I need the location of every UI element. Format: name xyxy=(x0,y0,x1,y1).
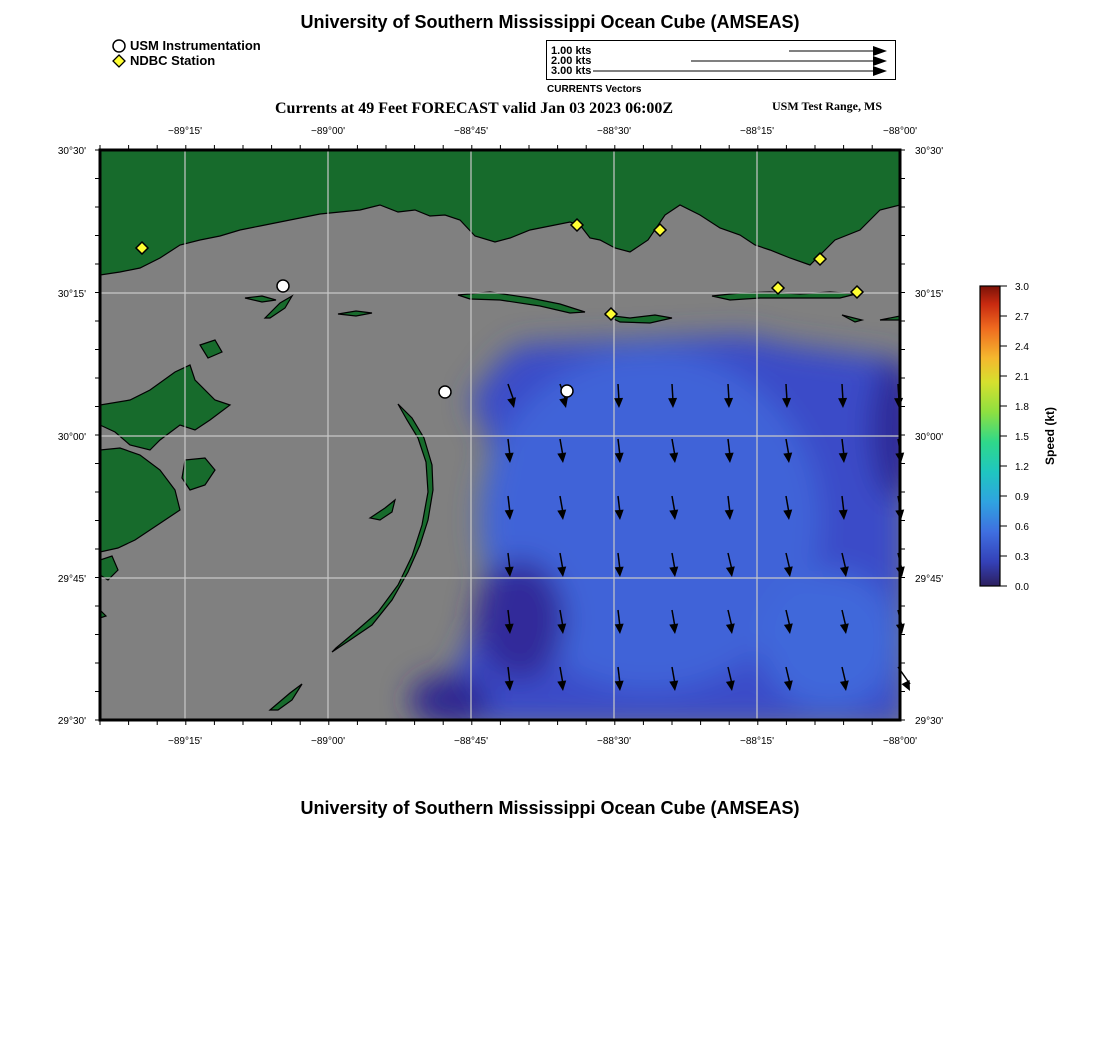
footer-title: University of Southern Mississippi Ocean Cube (AMSEAS) xyxy=(300,798,800,818)
lat-tick-right-3: 30°00' xyxy=(915,432,944,443)
cb-tick-6: 1.5 xyxy=(1015,432,1029,443)
lat-tick-right-1: 30°30' xyxy=(915,146,944,157)
scale-label-1: 1.00 kts xyxy=(551,45,592,57)
colorbar-label: Speed (kt) xyxy=(1043,406,1057,466)
lon-tick-top-6: −88°00' xyxy=(883,126,917,137)
cb-tick-10: 0.3 xyxy=(1015,552,1029,563)
lon-tick-bottom-6: −88°00' xyxy=(883,736,917,747)
lat-tick-right-2: 30°15' xyxy=(915,289,944,300)
usm-station-3[interactable] xyxy=(561,385,573,397)
cb-tick-1: 3.0 xyxy=(1015,282,1029,293)
colorbar-ticks xyxy=(1000,286,1007,586)
lon-tick-top-1: −89°15' xyxy=(168,126,202,137)
lat-tick-left-2: 30°15' xyxy=(57,289,86,300)
lat-tick-left-3: 30°00' xyxy=(57,432,86,443)
scale-label-3: 3.00 kts xyxy=(551,65,592,77)
cb-tick-7: 1.2 xyxy=(1015,462,1029,473)
current-vector-head xyxy=(902,680,910,691)
cb-tick-8: 0.9 xyxy=(1015,492,1029,503)
lat-tick-left-1: 30°30' xyxy=(57,146,86,157)
lon-tick-top-5: −88°15' xyxy=(740,126,774,137)
map-title: University of Southern Mississippi Ocean Cube (AMSEAS) xyxy=(300,12,800,32)
lon-tick-top-2: −89°00' xyxy=(311,126,345,137)
cb-tick-11: 0.0 xyxy=(1015,582,1029,593)
lat-tick-right-5: 29°30' xyxy=(915,716,944,727)
cb-tick-9: 0.6 xyxy=(1015,522,1029,533)
lon-tick-labels-top xyxy=(168,126,917,137)
cb-tick-4: 2.1 xyxy=(1015,372,1029,383)
speed-field xyxy=(410,335,920,725)
lon-tick-top-3: −88°45' xyxy=(454,126,488,137)
usm-station-1[interactable] xyxy=(277,280,289,292)
lon-tick-bottom-1: −89°15' xyxy=(168,736,202,747)
lat-tick-right-4: 29°45' xyxy=(915,574,944,585)
colorbar-gradient xyxy=(980,286,1000,586)
usm-station-2[interactable] xyxy=(439,386,451,398)
lat-tick-left-4: 29°45' xyxy=(57,574,86,585)
speed-colorbar xyxy=(970,278,1070,598)
forecast-subtitle: Currents at 49 Feet FORECAST valid Jan 03 2023 06:00Z xyxy=(275,100,674,117)
usm-legend-label: USM Instrumentation xyxy=(130,38,261,53)
vector-caption: CURRENTS Vectors xyxy=(547,84,642,95)
cb-tick-5: 1.8 xyxy=(1015,402,1029,413)
ndbc-legend-label: NDBC Station xyxy=(130,53,216,68)
lon-tick-bottom-4: −88°30' xyxy=(597,736,631,747)
lon-tick-labels-bottom xyxy=(168,736,917,747)
lat-tick-labels-right xyxy=(915,146,943,727)
colorbar-tick-labels xyxy=(1015,282,1029,593)
cb-tick-2: 2.7 xyxy=(1015,312,1029,323)
lat-tick-labels-left xyxy=(58,146,86,727)
lon-tick-bottom-3: −88°45' xyxy=(454,736,488,747)
region-label: USM Test Range, MS xyxy=(772,99,883,113)
cb-tick-3: 2.4 xyxy=(1015,342,1029,353)
lon-tick-bottom-5: −88°15' xyxy=(740,736,774,747)
scale-label-2: 2.00 kts xyxy=(551,55,592,67)
lat-tick-left-5: 29°30' xyxy=(57,716,86,727)
lon-tick-bottom-2: −89°00' xyxy=(311,736,345,747)
lon-tick-top-4: −88°30' xyxy=(597,126,631,137)
